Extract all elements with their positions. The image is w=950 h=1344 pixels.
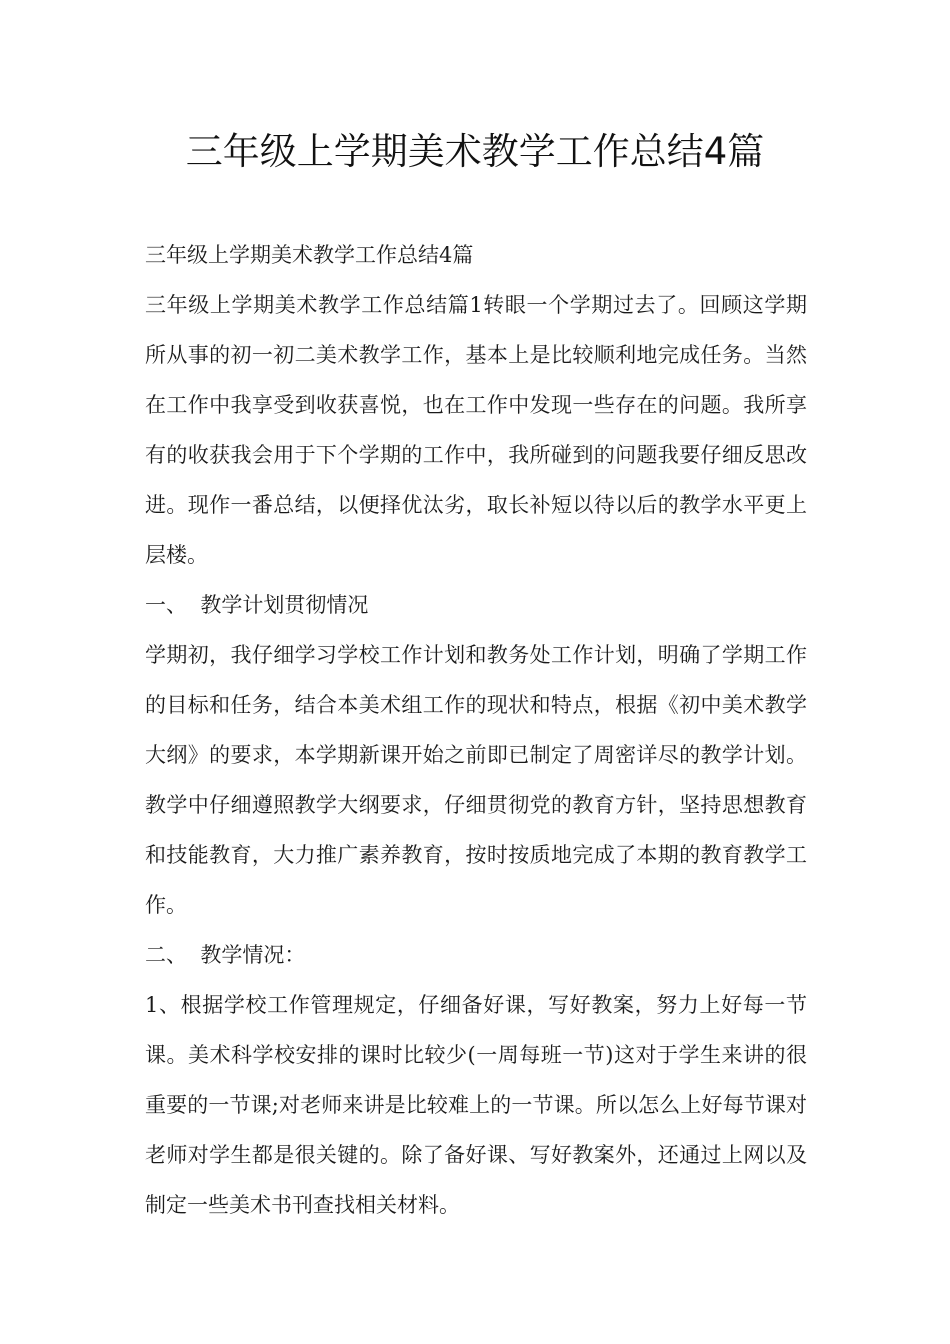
section-heading-2: 二、 教学情况： bbox=[145, 943, 306, 967]
subtitle-paragraph: 三年级上学期美术教学工作总结4篇 bbox=[145, 243, 474, 267]
document-title: 三年级上学期美术教学工作总结4篇 bbox=[185, 130, 765, 173]
document-body bbox=[145, 230, 807, 1230]
section-1-paragraph: 学期初，我仔细学习学校工作计划和教务处工作计划，明确了学期工作的目标和任务，结合本美术组工作的现状和特点，根据《初中美术教学大纲》的要求，本学期新课开始之前即已制定了周密详尽的教学计划。教学中仔细遵照教学大纲要求，仔细贯彻党的教育方针，坚持思想教育和技能教育，大力推广素养教育，按时按质地完成了本期的教育教学工作。 bbox=[145, 643, 807, 917]
intro-paragraph: 三年级上学期美术教学工作总结篇1转眼一个学期过去了。回顾这学期所从事的初一初二美术教学工作，基本上是比较顺利地完成任务。当然在工作中我享受到收获喜悦，也在工作中发现一些存在的问题。我所享有的收获我会用于下个学期的工作中，我所碰到的问题我要仔细反思改进。现作一番总结，以便择优汰劣，取长补短以待以后的教学水平更上层楼。 bbox=[145, 293, 807, 567]
section-heading-1: 一、 教学计划贯彻情况 bbox=[145, 593, 369, 617]
section-2-paragraph: 1、根据学校工作管理规定，仔细备好课，写好教案，努力上好每一节课。美术科学校安排的课时比较少(一周每班一节)这对于学生来讲的很重要的一节课;对老师来讲是比较难上的一节课。所以怎么上好每节课对老师对学生都是很关键的。除了备好课、写好教案外，还通过上网以及制定一些美术书刊查找相关材料。 bbox=[145, 993, 807, 1217]
